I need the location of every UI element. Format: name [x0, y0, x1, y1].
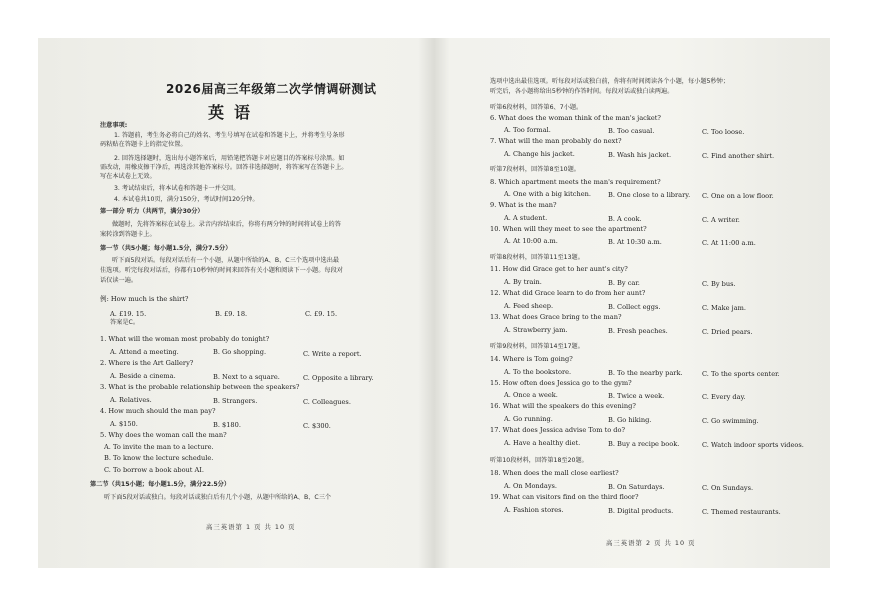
section-two-intro-cont: 听完后，各小题将给出5秒钟的作答时间。每段对话或独白读两遍。	[490, 88, 674, 95]
section-two-heading: 第二节（共15小题；每小题1.5分，满分22.5分）	[90, 481, 231, 488]
option-b: B. At 10:30 a.m.	[608, 238, 662, 246]
exam-spread	[38, 38, 830, 568]
question-3: 3. What is the probable relationship between the speakers?	[100, 383, 300, 391]
option-a: A. One with a big kitchen.	[504, 190, 591, 198]
part-one-intro: 做题时，先将答案标在试卷上。录音内容结束后，你将有两分钟的时间将试卷上的答	[112, 221, 341, 228]
option-b: B. Digital products.	[608, 507, 674, 515]
option-b: B. On Saturdays.	[608, 483, 665, 491]
question-6: 6. What does the woman think of the man's jacket?	[490, 114, 661, 122]
question-15: 15. How often does Jessica go to the gym?	[490, 379, 632, 387]
section-one-intro: 佳选项。听完每段对话后，你都有10秒钟的时间来回答有关小题和阅读下一小题。每段对	[100, 267, 343, 274]
option-b: B. To know the lecture schedule.	[104, 454, 214, 462]
option-c: C. By bus.	[702, 280, 736, 288]
question-9: 9. What is the man?	[490, 201, 557, 209]
question-13: 13. What does Grace bring to the man?	[490, 313, 622, 321]
option-a: A. Beside a cinema.	[110, 372, 176, 380]
example-option: A. £19. 15.	[110, 310, 147, 318]
option-c: C. Watch indoor sports videos.	[702, 441, 804, 449]
example-option: B. £9. 18.	[215, 310, 248, 318]
option-a: A. Fashion stores.	[504, 506, 564, 514]
question-14: 14. Where is Tom going?	[490, 355, 573, 363]
option-c: C. One on a low floor.	[702, 192, 774, 200]
section-two-intro-cont: 选项中选出最佳选项。听每段对话或独白前，你将有时间阅读各个小题，每小题5秒钟；	[490, 78, 730, 85]
option-a: A. Relatives.	[110, 396, 152, 404]
option-b: B. Buy a recipe book.	[608, 440, 680, 448]
option-a: A. On Mondays.	[504, 482, 558, 490]
option-a: A. To invite the man to a lecture.	[104, 443, 214, 451]
option-b: B. Go shopping.	[213, 348, 267, 356]
option-a: A. Once a week.	[504, 391, 558, 399]
option-b: B. By car.	[608, 279, 640, 287]
question-18: 18. When does the mall close earliest?	[490, 469, 619, 477]
option-c: C. To borrow a book about AI.	[104, 466, 205, 474]
option-c: C. To the sports center.	[702, 370, 780, 378]
group-heading: 听第6段材料，回答第6、7小题。	[490, 104, 583, 111]
option-c: C. Opposite a library.	[303, 374, 374, 382]
notice-line: 写在本试卷上无效。	[100, 173, 156, 180]
section-one-heading: 第一节（共5小题；每小题1.5分，满分7.5分）	[100, 245, 232, 252]
option-a: A. A student.	[504, 214, 548, 222]
group-heading: 听第10段材料，回答第18至20题。	[490, 457, 588, 464]
question-10: 10. When will they meet to see the apartment?	[490, 225, 647, 233]
question-17: 17. What does Jessica advise Tom to do?	[490, 426, 626, 434]
option-c: C. A writer.	[702, 216, 740, 224]
option-a: A. Attend a meeting.	[110, 348, 179, 356]
option-c: C. Write a report.	[303, 350, 362, 358]
option-c: C. Too loose.	[702, 128, 745, 136]
option-c: C. Themed restaurants.	[702, 508, 781, 516]
option-a: A. Strawberry jam.	[504, 326, 568, 334]
option-c: C. At 11:00 a.m.	[702, 239, 756, 247]
question-11: 11. How did Grace get to her aunt's city?	[490, 265, 628, 273]
question-7: 7. What will the man probably do next?	[490, 137, 622, 145]
group-heading: 听第8段材料，回答第11至13题。	[490, 254, 584, 261]
question-5: 5. Why does the woman call the man?	[100, 431, 227, 439]
exam-title: 2026届高三年级第二次学情调研测试	[166, 82, 377, 96]
notice-heading: 注意事项:	[100, 122, 128, 129]
page-footer: 高三英语第 2 页 共 10 页	[606, 539, 696, 547]
notice-line: 4. 本试卷共10页，满分150分，考试时间120分钟。	[114, 196, 259, 203]
option-a: A. Too formal.	[504, 126, 551, 134]
subject-title: 英语	[208, 103, 261, 122]
question-4: 4. How much should the man pay?	[100, 407, 216, 415]
part-one-heading: 第一部分 听力（共两节，满分30分）	[100, 208, 204, 215]
option-c: C. $300.	[303, 422, 331, 430]
notice-line: 3. 考试结束后，将本试卷和答题卡一并交回。	[114, 185, 240, 192]
notice-line: 需改动，用橡皮擦干净后，再选涂其他答案标号。回答非选择题时，将答案写在答题卡上。	[100, 164, 348, 171]
option-a: A. Feed sheep.	[504, 302, 554, 310]
section-two-intro: 听下面5段对话或独白。每段对话或独白后有几个小题，从题中所给的A、B、C三个	[104, 494, 332, 501]
option-b: B. One close to a library.	[608, 191, 691, 199]
section-one-intro: 听下面5段对话。每段对话后有一个小题，从题中所给的A、B、C三个选项中选出最	[112, 257, 340, 264]
option-c: C. Make jam.	[702, 304, 747, 312]
option-b: B. $180.	[213, 421, 241, 429]
option-c: C. Find another shirt.	[702, 152, 775, 160]
option-c: C. Every day.	[702, 393, 746, 401]
question-16: 16. What will the speakers do this evening?	[490, 402, 636, 410]
question-2: 2. Where is the Art Gallery?	[100, 359, 194, 367]
option-b: B. Go hiking.	[608, 416, 652, 424]
example-question: 例: How much is the shirt?	[100, 295, 189, 303]
question-19: 19. What can visitors find on the third floor?	[490, 493, 639, 501]
option-a: A. $150.	[110, 420, 138, 428]
part-one-intro: 案转涂到答题卡上。	[100, 231, 156, 238]
group-heading: 听第7段材料，回答第8至10题。	[490, 166, 580, 173]
option-c: C. Dried pears.	[702, 328, 753, 336]
notice-line: 2. 回答选择题时，选出每小题答案后，用铅笔把答题卡对应题目的答案标号涂黑。如	[114, 155, 345, 162]
option-a: A. At 10:00 a.m.	[504, 237, 558, 245]
group-heading: 听第9段材料，回答第14至17题。	[490, 343, 584, 350]
option-a: A. By train.	[504, 278, 542, 286]
notice-line: 码粘贴在答题卡上的指定位置。	[100, 141, 187, 148]
option-b: B. A cook.	[608, 215, 642, 223]
page-2	[434, 38, 830, 568]
option-b: B. To the nearby park.	[608, 369, 683, 377]
option-b: B. Collect eggs.	[608, 303, 661, 311]
question-8: 8. Which apartment meets the man's requirement?	[490, 178, 661, 186]
option-b: B. Strangers.	[213, 397, 258, 405]
page-footer: 高三英语第 1 页 共 10 页	[206, 523, 296, 531]
option-b: B. Wash his jacket.	[608, 151, 672, 159]
notice-line: 1. 答题前，考生务必将自己的姓名、考生号填写在试卷和答题卡上，并将考生号条形	[114, 132, 345, 139]
page-1	[38, 38, 434, 568]
example-option: C. £9. 15.	[305, 310, 338, 318]
option-b: B. Too casual.	[608, 127, 655, 135]
section-one-intro: 话仅读一遍。	[100, 277, 138, 284]
question-1: 1. What will the woman most probably do tonight?	[100, 335, 270, 343]
question-12: 12. What did Grace learn to do from her aunt?	[490, 289, 646, 297]
option-c: C. Colleagues.	[303, 398, 351, 406]
option-b: B. Twice a week.	[608, 392, 665, 400]
option-b: B. Fresh peaches.	[608, 327, 668, 335]
option-a: A. To the bookstore.	[504, 368, 572, 376]
option-c: C. Go swimming.	[702, 417, 759, 425]
option-a: A. Go running.	[504, 415, 553, 423]
example-answer: 答案是C。	[110, 319, 140, 326]
option-c: C. On Sundays.	[702, 484, 754, 492]
option-a: A. Change his jacket.	[504, 150, 575, 158]
option-a: A. Have a healthy diet.	[504, 439, 581, 447]
option-b: B. Next to a square.	[213, 373, 280, 381]
